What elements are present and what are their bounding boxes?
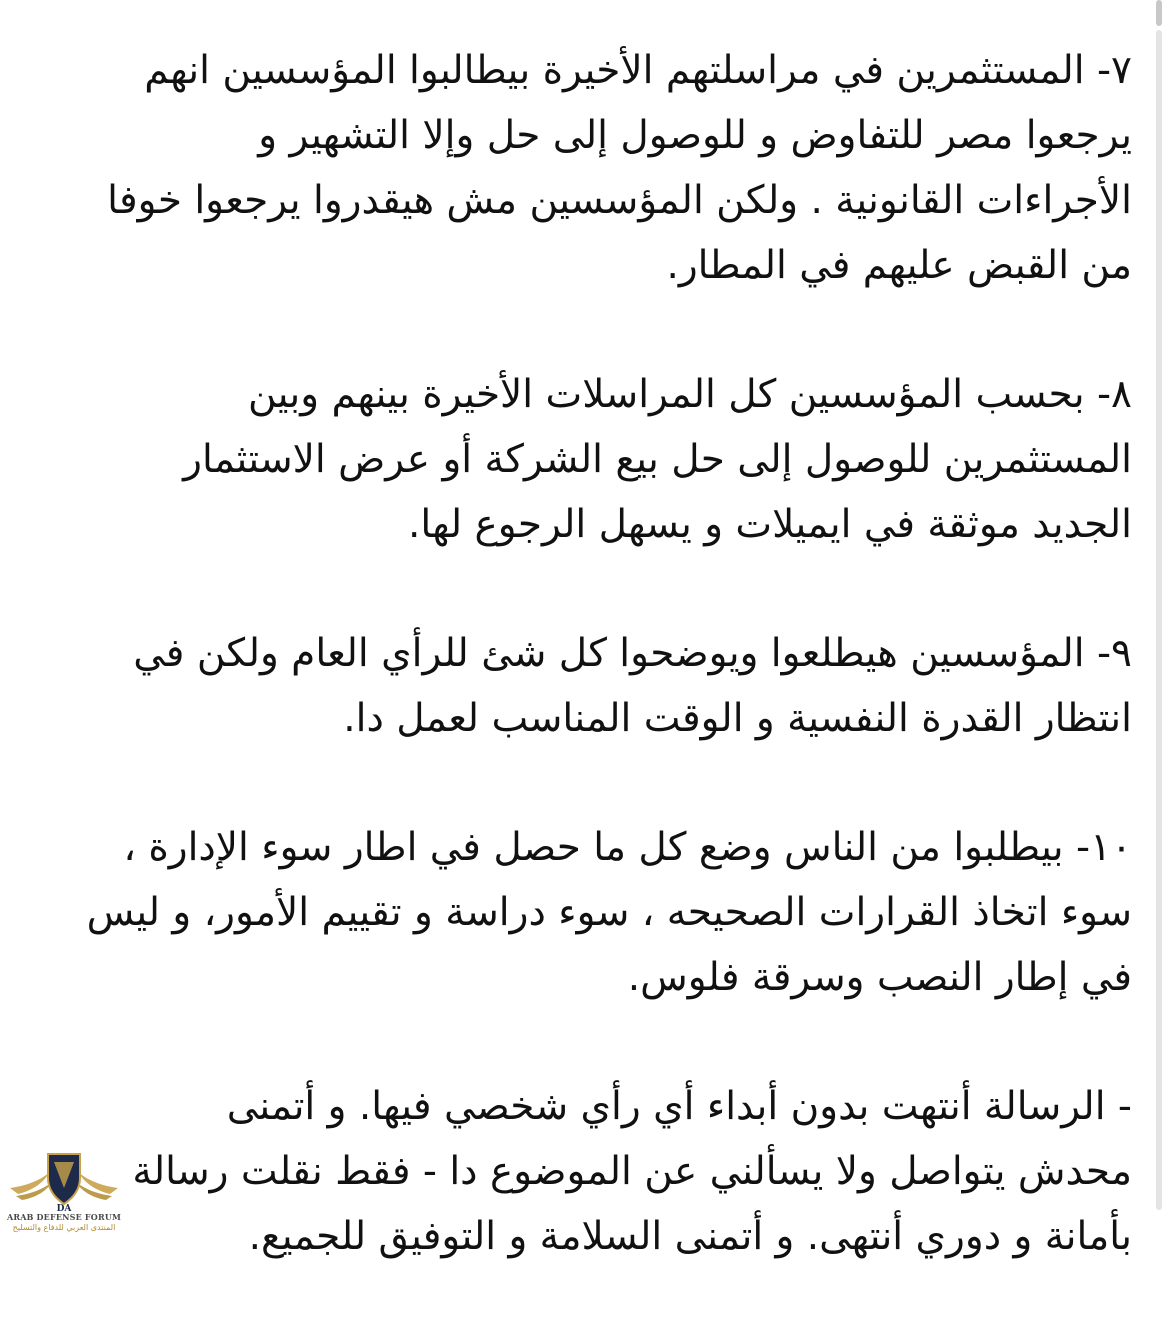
paragraph-line: في إطار النصب وسرقة فلوس. bbox=[627, 955, 1132, 1000]
paragraph-line: ١٠- بيطلبوا من الناس وضع كل ما حصل في اطار سوء الإدارة ، bbox=[123, 825, 1132, 870]
forum-watermark bbox=[4, 1148, 124, 1236]
paragraph-line: الجديد موثقة في ايميلات و يسهل الرجوع لها. bbox=[407, 502, 1132, 547]
message-body bbox=[30, 38, 1132, 1333]
paragraph-line: سوء اتخاذ القرارات الصحيحه ، سوء دراسة و تقييم الأمور، و ليس bbox=[86, 890, 1132, 935]
paragraph-line: - الرسالة أنتهت بدون أبداء أي رأي شخصي فيها. و أتمنى bbox=[226, 1084, 1132, 1129]
paragraph-item-10 bbox=[30, 815, 1132, 1010]
paragraph-line: انتظار القدرة النفسية و الوقت المناسب لعمل دا. bbox=[343, 696, 1132, 741]
paragraph-line: ٩- المؤسسين هيطلعوا ويوضحوا كل شئ للرأي العام ولكن في bbox=[133, 631, 1132, 676]
paragraph-line: ٧- المستثمرين في مراسلتهم الأخيرة بيطالبوا المؤسسين انهم bbox=[144, 48, 1132, 93]
paragraph-line: محدش يتواصل ولا يسألني عن الموضوع دا - فقط نقلت رسالة bbox=[132, 1149, 1132, 1194]
watermark-title-en: ARAB DEFENSE FORUM bbox=[6, 1212, 122, 1222]
logo-letters: DA bbox=[56, 1204, 72, 1212]
scrollbar-thumb[interactable] bbox=[1156, 0, 1162, 26]
paragraph-line: يرجعوا مصر للتفاوض و للوصول إلى حل وإلا التشهير و bbox=[258, 113, 1132, 158]
paragraph-line: بأمانة و دوري أنتهى. و أتمنى السلامة و التوفيق للجميع. bbox=[248, 1214, 1132, 1259]
forum-logo-icon bbox=[4, 1148, 124, 1212]
paragraph-line: المستثمرين للوصول إلى حل بيع الشركة أو عرض الاستثمار bbox=[183, 437, 1132, 482]
paragraph-item-7 bbox=[30, 38, 1132, 298]
paragraph-item-8 bbox=[30, 362, 1132, 557]
scrollbar-track[interactable] bbox=[1156, 30, 1162, 1210]
watermark-title-ar: المنتدى العربي للدفاع والتسليح bbox=[12, 1223, 116, 1232]
paragraph-item-9 bbox=[30, 621, 1132, 751]
paragraph-line: الأجراءات القانونية . ولكن المؤسسين مش هيقدروا يرجعوا خوفا bbox=[107, 178, 1132, 223]
paragraph-closing-note bbox=[30, 1074, 1132, 1269]
paragraph-line: من القبض عليهم في المطار. bbox=[666, 243, 1132, 288]
paragraph-line: ٨- بحسب المؤسسين كل المراسلات الأخيرة بينهم وبين bbox=[247, 372, 1132, 417]
